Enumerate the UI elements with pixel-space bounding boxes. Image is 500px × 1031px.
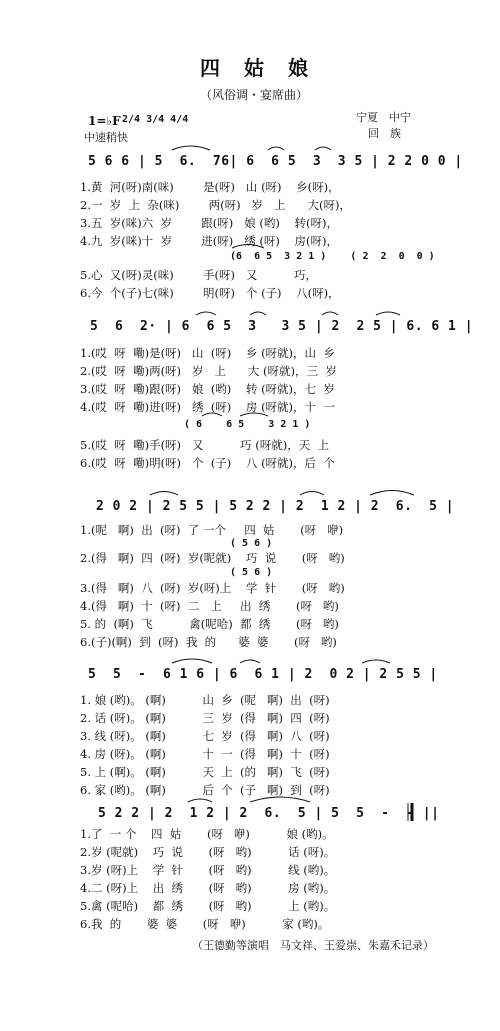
notation-line-2: 5 6 2· | 6 6 5 3 3 5 | 2 2 5 | 6. 6 1 |	[90, 319, 474, 334]
lyric-line: 2.(哎 呀 嘞)两(呀) 岁 上 大 (呀就)，三 岁	[80, 364, 337, 378]
tempo-marking: 中速稍快	[84, 131, 128, 144]
lyric-line: 3.岁 (呀)上 学 针 (呀 哟) 线 (哟)。	[80, 863, 336, 877]
lyric-line: 4.(哎 呀 嘞)进(呀) 绣 (呀) 房 (呀就)，十 一	[80, 400, 335, 414]
lyric-line: 1.(呢 啊) 出 (呀) 了 一个 四 姑 (呀 咿)	[80, 523, 344, 537]
lyric-line: 2.一 岁 上 杂(咪) 两(呀) 岁 上 大(呀)，	[80, 198, 351, 212]
lyric-line: 6. 家 (哟)。 (啊) 后 个 (子 啊) 到 (呀)	[80, 783, 330, 797]
slur-mark	[362, 660, 390, 663]
lyric-line: 6.(哎 呀 嘞)明(呀) 个 (子) 八 (呀就)，后 个	[80, 456, 335, 470]
lyric-line: 1.了 一 个 四 姑 (呀 咿) 娘 (哟)。	[80, 827, 334, 841]
alternate-notation: ( 5 6 )	[230, 538, 273, 549]
lyric-line: 5.禽 (呢哈) 都 绣 (呀 哟) 上 (哟)。	[80, 899, 336, 913]
lyric-line: 3.五 岁(咪)六 岁 跟(呀) 娘 (哟) 转(呀)，	[80, 216, 338, 230]
slur-mark	[250, 312, 266, 315]
song-title: 四 姑 娘	[200, 56, 310, 80]
slur-mark	[188, 799, 212, 802]
lyric-line: 3.(得 啊) 八 (呀) 岁(呀)上 学 针 (呀 哟)	[80, 581, 345, 595]
lyric-line: 3. 线 (呀)。 (啊) 七 岁 (得 啊) 八 (呀)	[80, 729, 330, 743]
lyric-line: 6.(子)(啊) 到 (呀) 我 的 婆 婆 (呀 哟)	[80, 635, 337, 649]
lyric-line: 4. 房 (呀)。 (啊) 十 一 (得 啊) 十 (呀)	[80, 747, 330, 761]
slur-mark	[172, 146, 210, 150]
slur-mark	[370, 491, 414, 496]
lyric-line: 5. 上 (啊)。 (啊) 天 上 (的 啊) 飞 (呀)	[80, 765, 330, 779]
lyric-line: 2.(得 啊) 四 (呀) 岁(呢就) 巧 说 (呀 哟)	[80, 551, 345, 565]
slur-mark	[322, 312, 338, 315]
alternate-notation: (6 6 5 3 2 1 ) ( 2 2 0 0 )	[230, 251, 435, 262]
slur-mark	[376, 312, 400, 315]
lyric-line: 6.我 的 婆 婆 (呀 咿) 家 (哟)。	[80, 917, 330, 931]
lyric-line: 2. 话 (呀)。 (啊) 三 岁 (得 啊) 四 (呀)	[80, 711, 330, 725]
lyric-line: 5. 的 (啊) 飞 禽(呢哈) 都 绣 (呀 哟)	[80, 617, 339, 631]
song-subtitle: （风俗调・宴席曲）	[200, 88, 309, 102]
slur-mark	[240, 660, 260, 663]
lyric-line: 2.岁 (呢就) 巧 说 (呀 哟) 话 (呀)。	[80, 845, 336, 859]
slur-mark	[172, 659, 212, 663]
origin-region: 宁夏 中宁	[356, 111, 411, 124]
lyric-line: 1. 娘 (哟)。 (啊) 山 乡 (呢 啊) 出 (呀)	[80, 693, 330, 707]
lyric-line: 4.二 (呀)上 出 绣 (呀 哟) 房 (哟)。	[80, 881, 336, 895]
lyric-line: 5.(哎 呀 嘞)手(呀) 又 巧 (呀就)，天 上	[80, 438, 330, 452]
slur-mark	[300, 492, 324, 496]
slur-mark	[196, 312, 216, 315]
slur-mark	[150, 492, 178, 496]
slur-mark	[268, 147, 284, 150]
lyric-line: 4.九 岁(咪)十 岁 进(呀) 绣 (呀) 房(呀)，	[80, 234, 338, 248]
slur-mark	[315, 147, 331, 150]
lyric-line: 6.今 个(子)七(咪) 明(呀) 个 (子) 八(呀)，	[80, 286, 340, 300]
lyric-line: 1.黄 河(呀)南(咪) 是(呀) 山 (呀) 乡(呀)，	[80, 180, 340, 194]
ethnic-group: 回 族	[368, 127, 401, 140]
notation-line-5: 5 2 2 | 2 1 2 | 2 6. 5 | 5 5 - - ||	[98, 806, 440, 821]
lyric-line: 4.(得 啊) 十 (呀) 二 上 出 绣 (呀 哟)	[80, 599, 339, 613]
lyric-line: 3.(哎 呀 嘞)跟(呀) 娘 (哟) 转 (呀就)，七 岁	[80, 382, 335, 396]
notation-line-4: 5 5 - 6 1 6 | 6 6 1 | 2 0 2 | 2 5 5 |	[88, 667, 438, 682]
notation-line-3: 2 0 2 | 2 5 5 | 5 2 2 | 2 1 2 | 2 6. 5 |	[96, 499, 455, 514]
time-signatures: 2/4 3/4 4/4	[122, 114, 189, 125]
alternate-notation: ( 6 6 5 3 2 1 )	[184, 419, 311, 430]
notation-line-1: 5 6 6 | 5 6. 76| 6 6 5 3 3 5 | 2 2 0 0 |	[88, 154, 463, 169]
alternate-notation: ( 5 6 )	[230, 567, 273, 578]
lyric-line: 5.心 又(呀)灵(咪) 手(呀) 又 巧，	[80, 268, 317, 282]
lyric-line: 1.(哎 呀 嘞)是(呀) 山 (呀) 乡 (呀就)，山 乡	[80, 346, 335, 360]
key-signature: 1=♭F	[88, 114, 121, 128]
performer-credit: （王德勤等演唱 马文祥、王爱崇、朱嘉禾记录）	[192, 939, 434, 952]
slur-mark	[250, 797, 310, 802]
